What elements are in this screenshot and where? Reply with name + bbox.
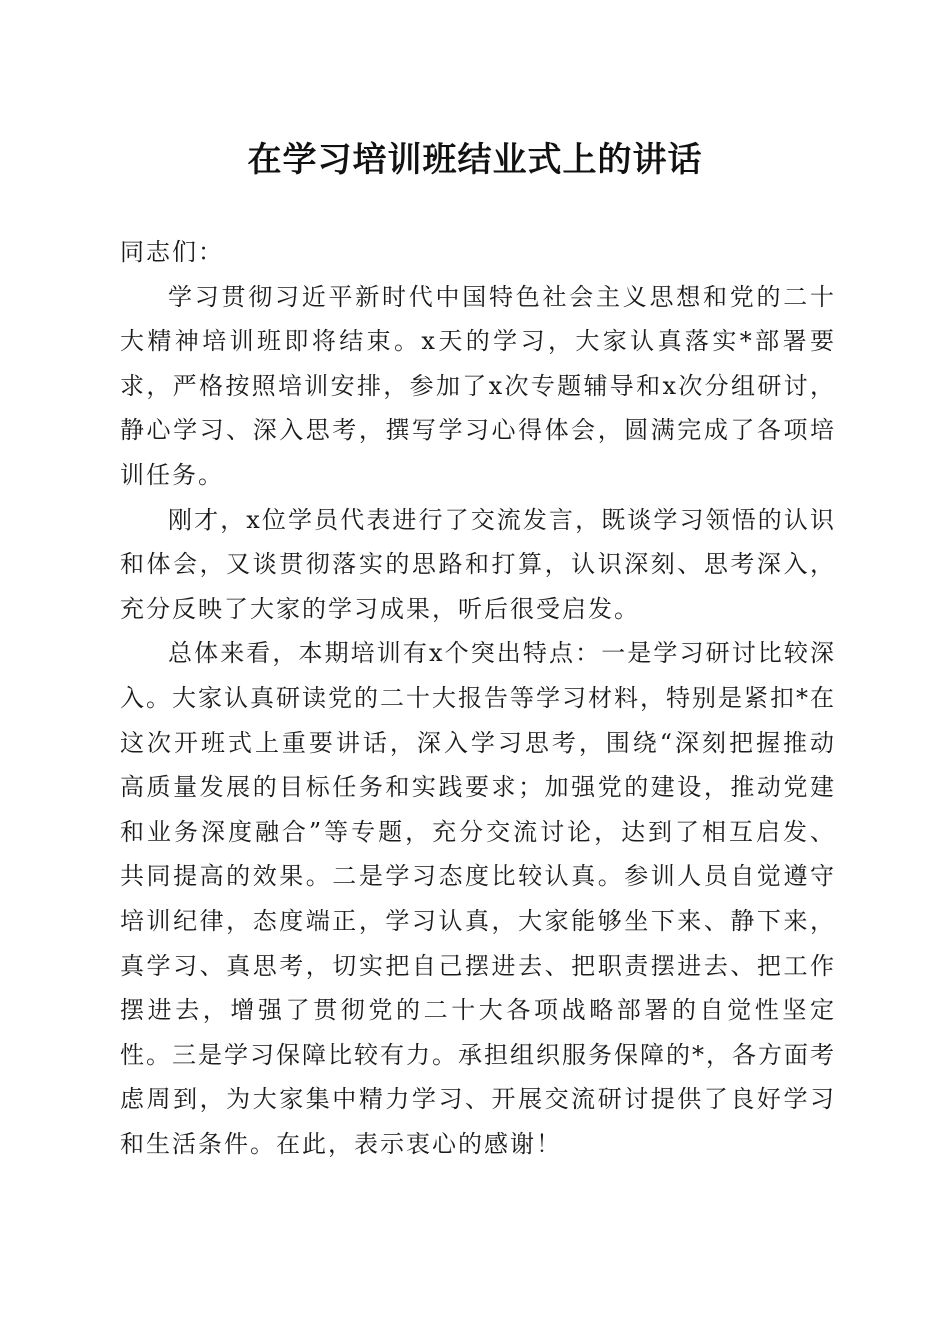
- salutation: 同志们：: [120, 238, 224, 266]
- paragraph: 刚才，x位学员代表进行了交流发言，既谈学习领悟的认识和体会，又谈贯彻落实的思路和打算，认识深刻、思考深入，充分反映了大家的学习成果，听后很受启发。: [120, 505, 836, 623]
- document-body: [120, 230, 836, 1166]
- paragraph: 总体来看，本期培训有x个突出特点：一是学习研讨比较深入。大家认真研读党的二十大报告等学习材料，特别是紧扣*在这次开班式上重要讲话，深入学习思考，围绕“深刻把握推动高质量发展的目标任务和实践要求；加强党的建设，推动党建和业务深度融合”等专题，充分交流讨论，达到了相互启发、共同提高的效果。二是学习态度比较认真。参训人员自觉遵守培训纪律，态度端正，学习认真，大家能够坐下来、静下来，真学习、真思考，切实把自己摆进去、把职责摆进去、把工作摆进去，增强了贯彻党的二十大各项战略部署的自觉性坚定性。三是学习保障比较有力。承担组织服务保障的*，各方面考虑周到，为大家集中精力学习、开展交流研讨提供了良好学习和生活条件。在此，表示衷心的感谢！: [120, 639, 836, 1158]
- paragraph: 学习贯彻习近平新时代中国特色社会主义思想和党的二十大精神培训班即将结束。x天的学习，大家认真落实*部署要求，严格按照培训安排，参加了x次专题辅导和x次分组研讨，静心学习、深入思考，撰写学习心得体会，圆满完成了各项培训任务。: [120, 282, 836, 489]
- document-title: 在学习培训班结业式上的讲话: [247, 140, 703, 180]
